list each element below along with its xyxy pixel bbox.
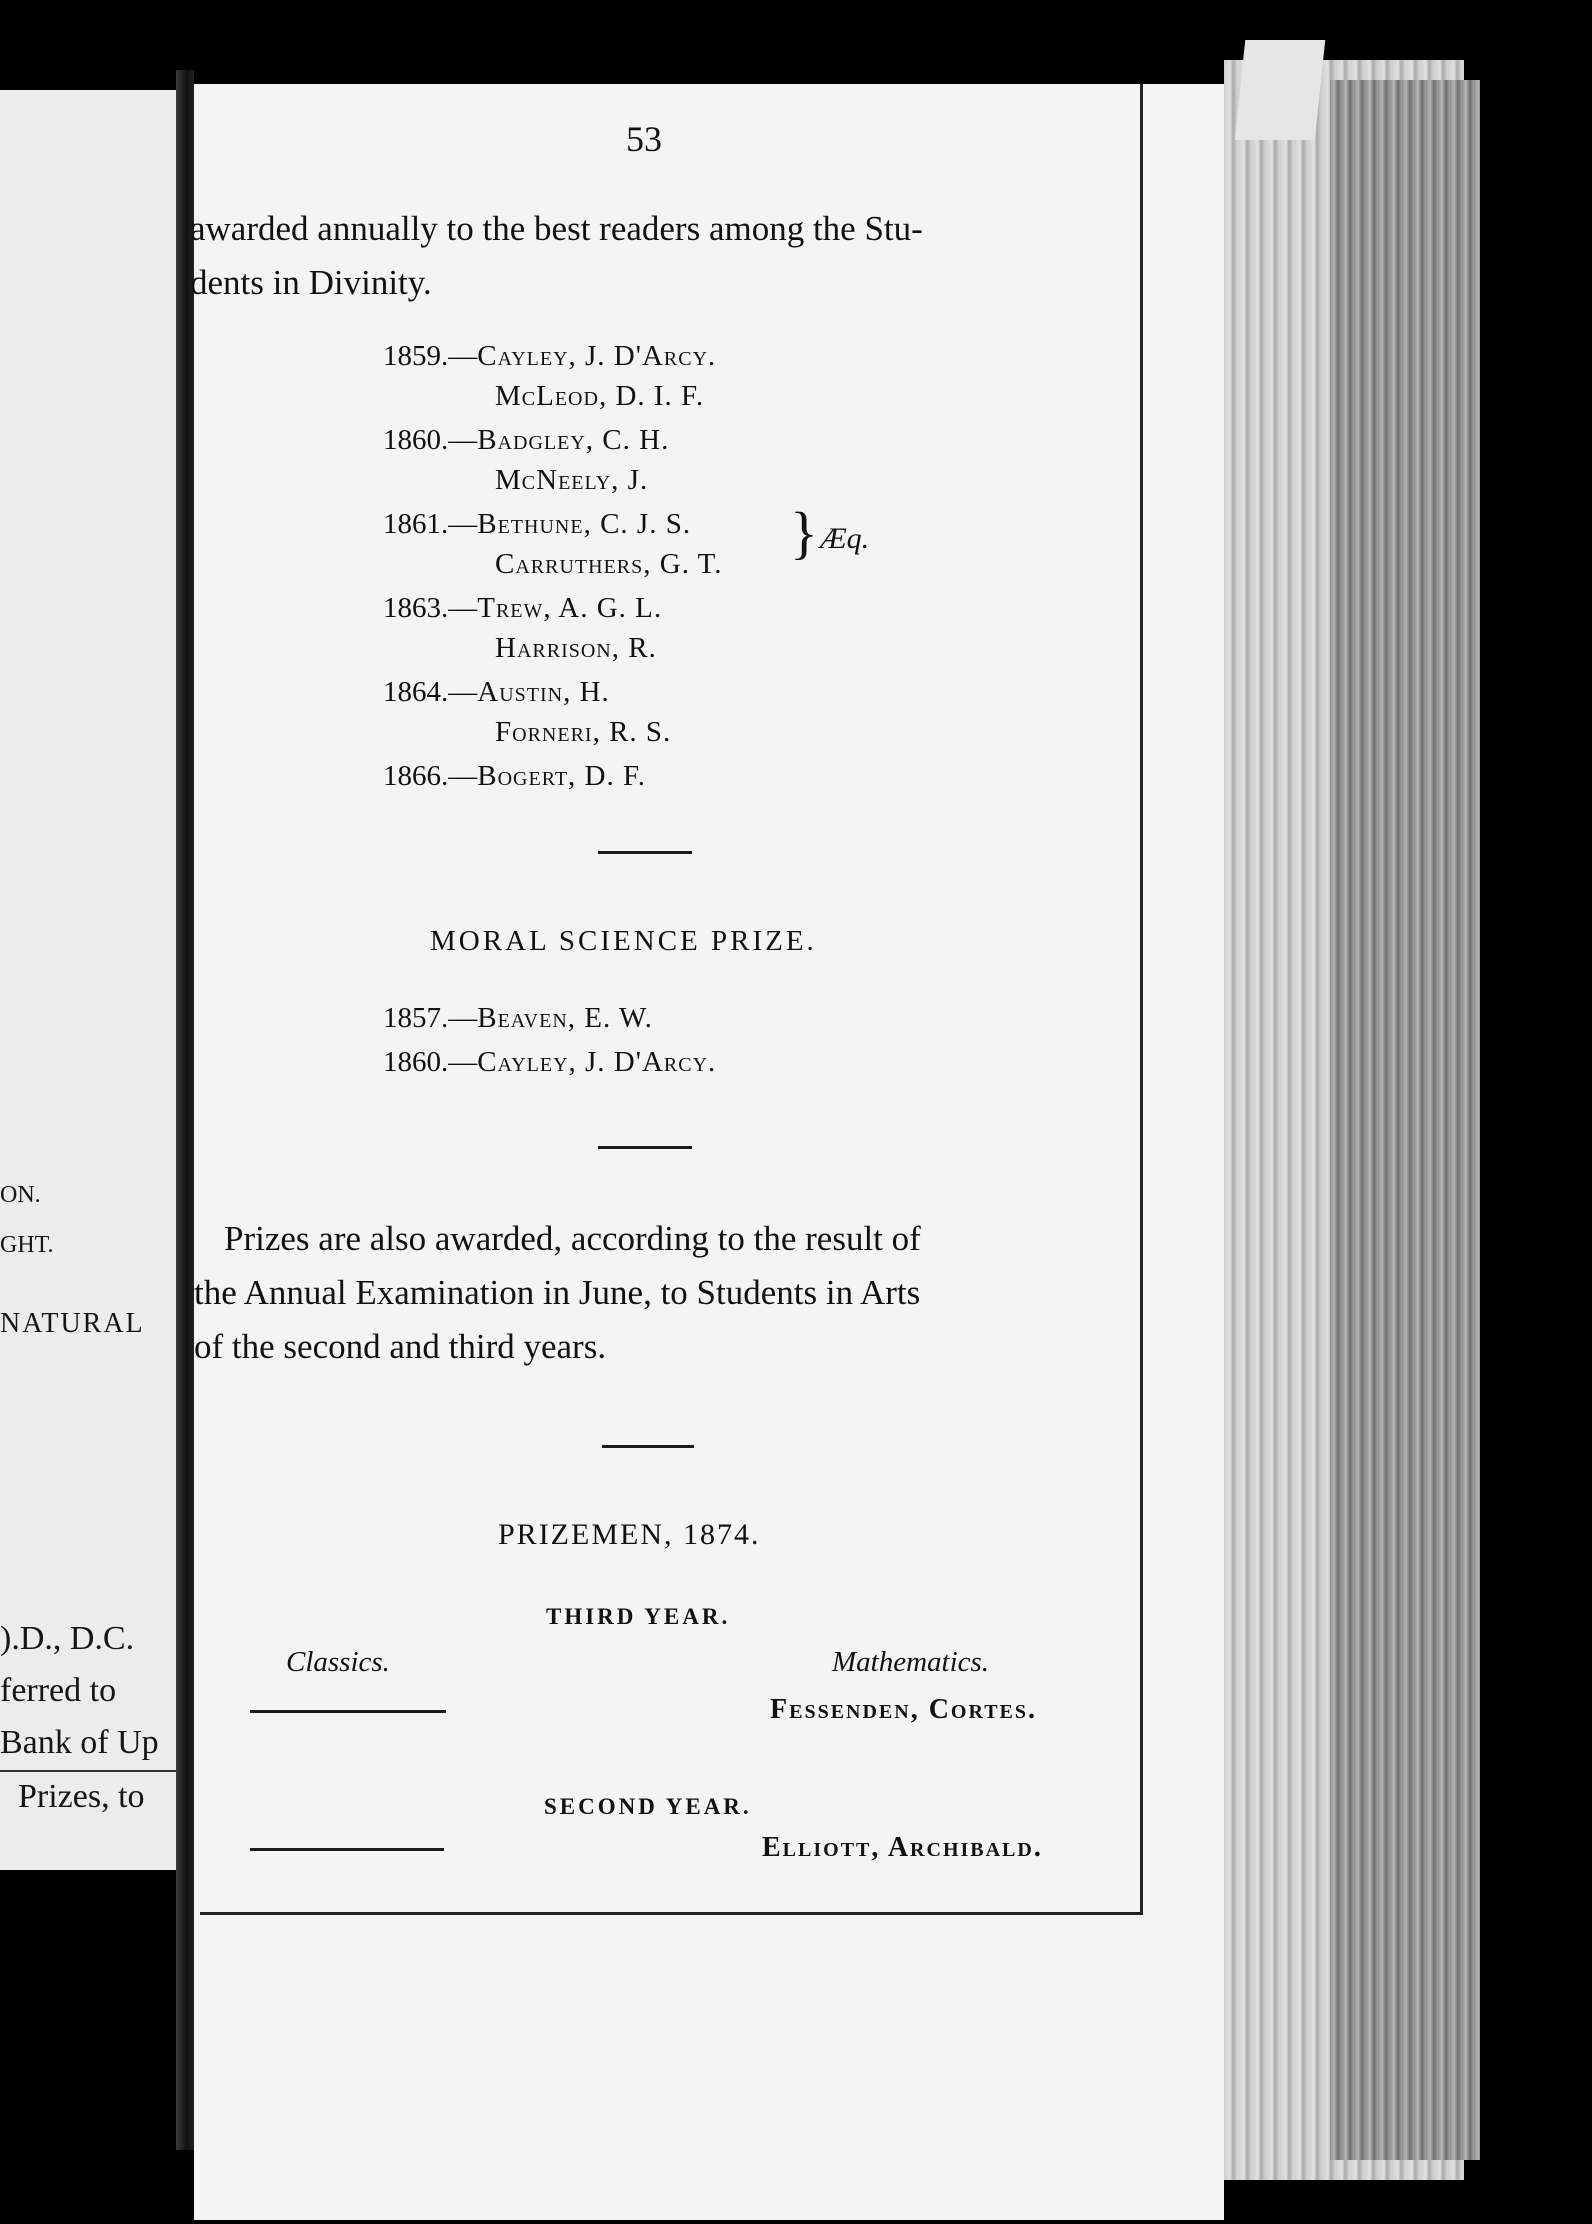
prizemen-heading: PRIZEMEN, 1874. bbox=[498, 1518, 761, 1551]
entry-name: Cayley, J. D'Arcy. bbox=[477, 1046, 717, 1078]
fragment-line: ).D., D.C. bbox=[0, 1620, 135, 1657]
prizes-line-2: the Annual Examination in June, to Students in Arts bbox=[194, 1273, 921, 1312]
fragment-rule bbox=[0, 1770, 176, 1772]
equal-brace: } bbox=[790, 500, 818, 565]
entry-name: Beaven, E. W. bbox=[477, 1002, 653, 1034]
intro-line-1: awarded annually to the best readers among the Stu- bbox=[190, 209, 923, 248]
entry-year: 1857.— bbox=[383, 1002, 478, 1034]
moral-science-list bbox=[383, 998, 716, 1082]
list-item bbox=[383, 588, 722, 668]
entry-year: 1860.— bbox=[383, 1046, 478, 1078]
list-item bbox=[383, 998, 716, 1038]
entry-year: 1861.— bbox=[383, 508, 478, 540]
section-rule bbox=[598, 851, 692, 854]
list-item bbox=[383, 336, 722, 416]
fragment-line: Prizes, to bbox=[18, 1778, 145, 1815]
list-item bbox=[383, 504, 722, 584]
second-year-label: SECOND YEAR. bbox=[544, 1794, 752, 1819]
page-number: 53 bbox=[626, 119, 662, 159]
entry-year: 1859.— bbox=[383, 340, 478, 372]
fragment-line: NATURAL bbox=[0, 1308, 145, 1339]
second-year-mathematics-name: Elliott, Archibald. bbox=[762, 1832, 1043, 1863]
third-year-label: THIRD YEAR. bbox=[546, 1604, 731, 1629]
fragment-line: ON. bbox=[0, 1182, 41, 1208]
intro-line-2: dents in Divinity. bbox=[190, 263, 432, 302]
list-item bbox=[383, 672, 722, 752]
facing-page-fragment bbox=[0, 90, 176, 1870]
entry-name: Trew, A. G. L. bbox=[477, 592, 663, 624]
entry-name: Carruthers, G. T. bbox=[495, 548, 723, 580]
prizes-line-3: of the second and third years. bbox=[194, 1327, 607, 1366]
entry-name: Bogert, D. F. bbox=[477, 760, 647, 792]
entry-name: McLeod, D. I. F. bbox=[495, 380, 705, 412]
page-edges-dark bbox=[1330, 80, 1480, 2160]
third-year-mathematics-name: Fessenden, Cortes. bbox=[770, 1694, 1038, 1725]
reading-prize-list bbox=[383, 336, 722, 796]
prizes-line-1: Prizes are also awarded, according to the result of bbox=[224, 1219, 921, 1258]
classics-blank-dash bbox=[250, 1710, 446, 1713]
entry-name: McNeely, J. bbox=[495, 464, 649, 496]
section-rule bbox=[602, 1445, 694, 1448]
entry-year: 1864.— bbox=[383, 676, 478, 708]
fragment-line: Bank of Up bbox=[0, 1724, 159, 1761]
entry-year: 1866.— bbox=[383, 760, 478, 792]
list-item bbox=[383, 756, 722, 796]
mathematics-column-head: Mathematics. bbox=[832, 1646, 990, 1678]
entry-name: Cayley, J. D'Arcy. bbox=[477, 340, 717, 372]
entry-year: 1863.— bbox=[383, 592, 478, 624]
section-rule bbox=[598, 1146, 692, 1149]
page-tab bbox=[1235, 40, 1326, 140]
classics-blank-dash bbox=[250, 1848, 444, 1851]
entry-name: Bethune, C. J. S. bbox=[477, 508, 692, 540]
list-item bbox=[383, 420, 722, 500]
entry-name: Badgley, C. H. bbox=[477, 424, 670, 456]
classics-column-head: Classics. bbox=[286, 1646, 390, 1678]
fragment-line: GHT. bbox=[0, 1232, 54, 1258]
book-gutter bbox=[176, 70, 194, 2150]
entry-name: Harrison, R. bbox=[495, 632, 657, 664]
list-item bbox=[383, 1042, 716, 1082]
entry-name: Austin, H. bbox=[477, 676, 610, 708]
entry-year: 1860.— bbox=[383, 424, 478, 456]
entry-name: Forneri, R. S. bbox=[495, 716, 672, 748]
fragment-line: ferred to bbox=[0, 1672, 117, 1709]
equal-label: Æq. bbox=[820, 522, 870, 555]
moral-science-heading: MORAL SCIENCE PRIZE. bbox=[430, 925, 817, 957]
